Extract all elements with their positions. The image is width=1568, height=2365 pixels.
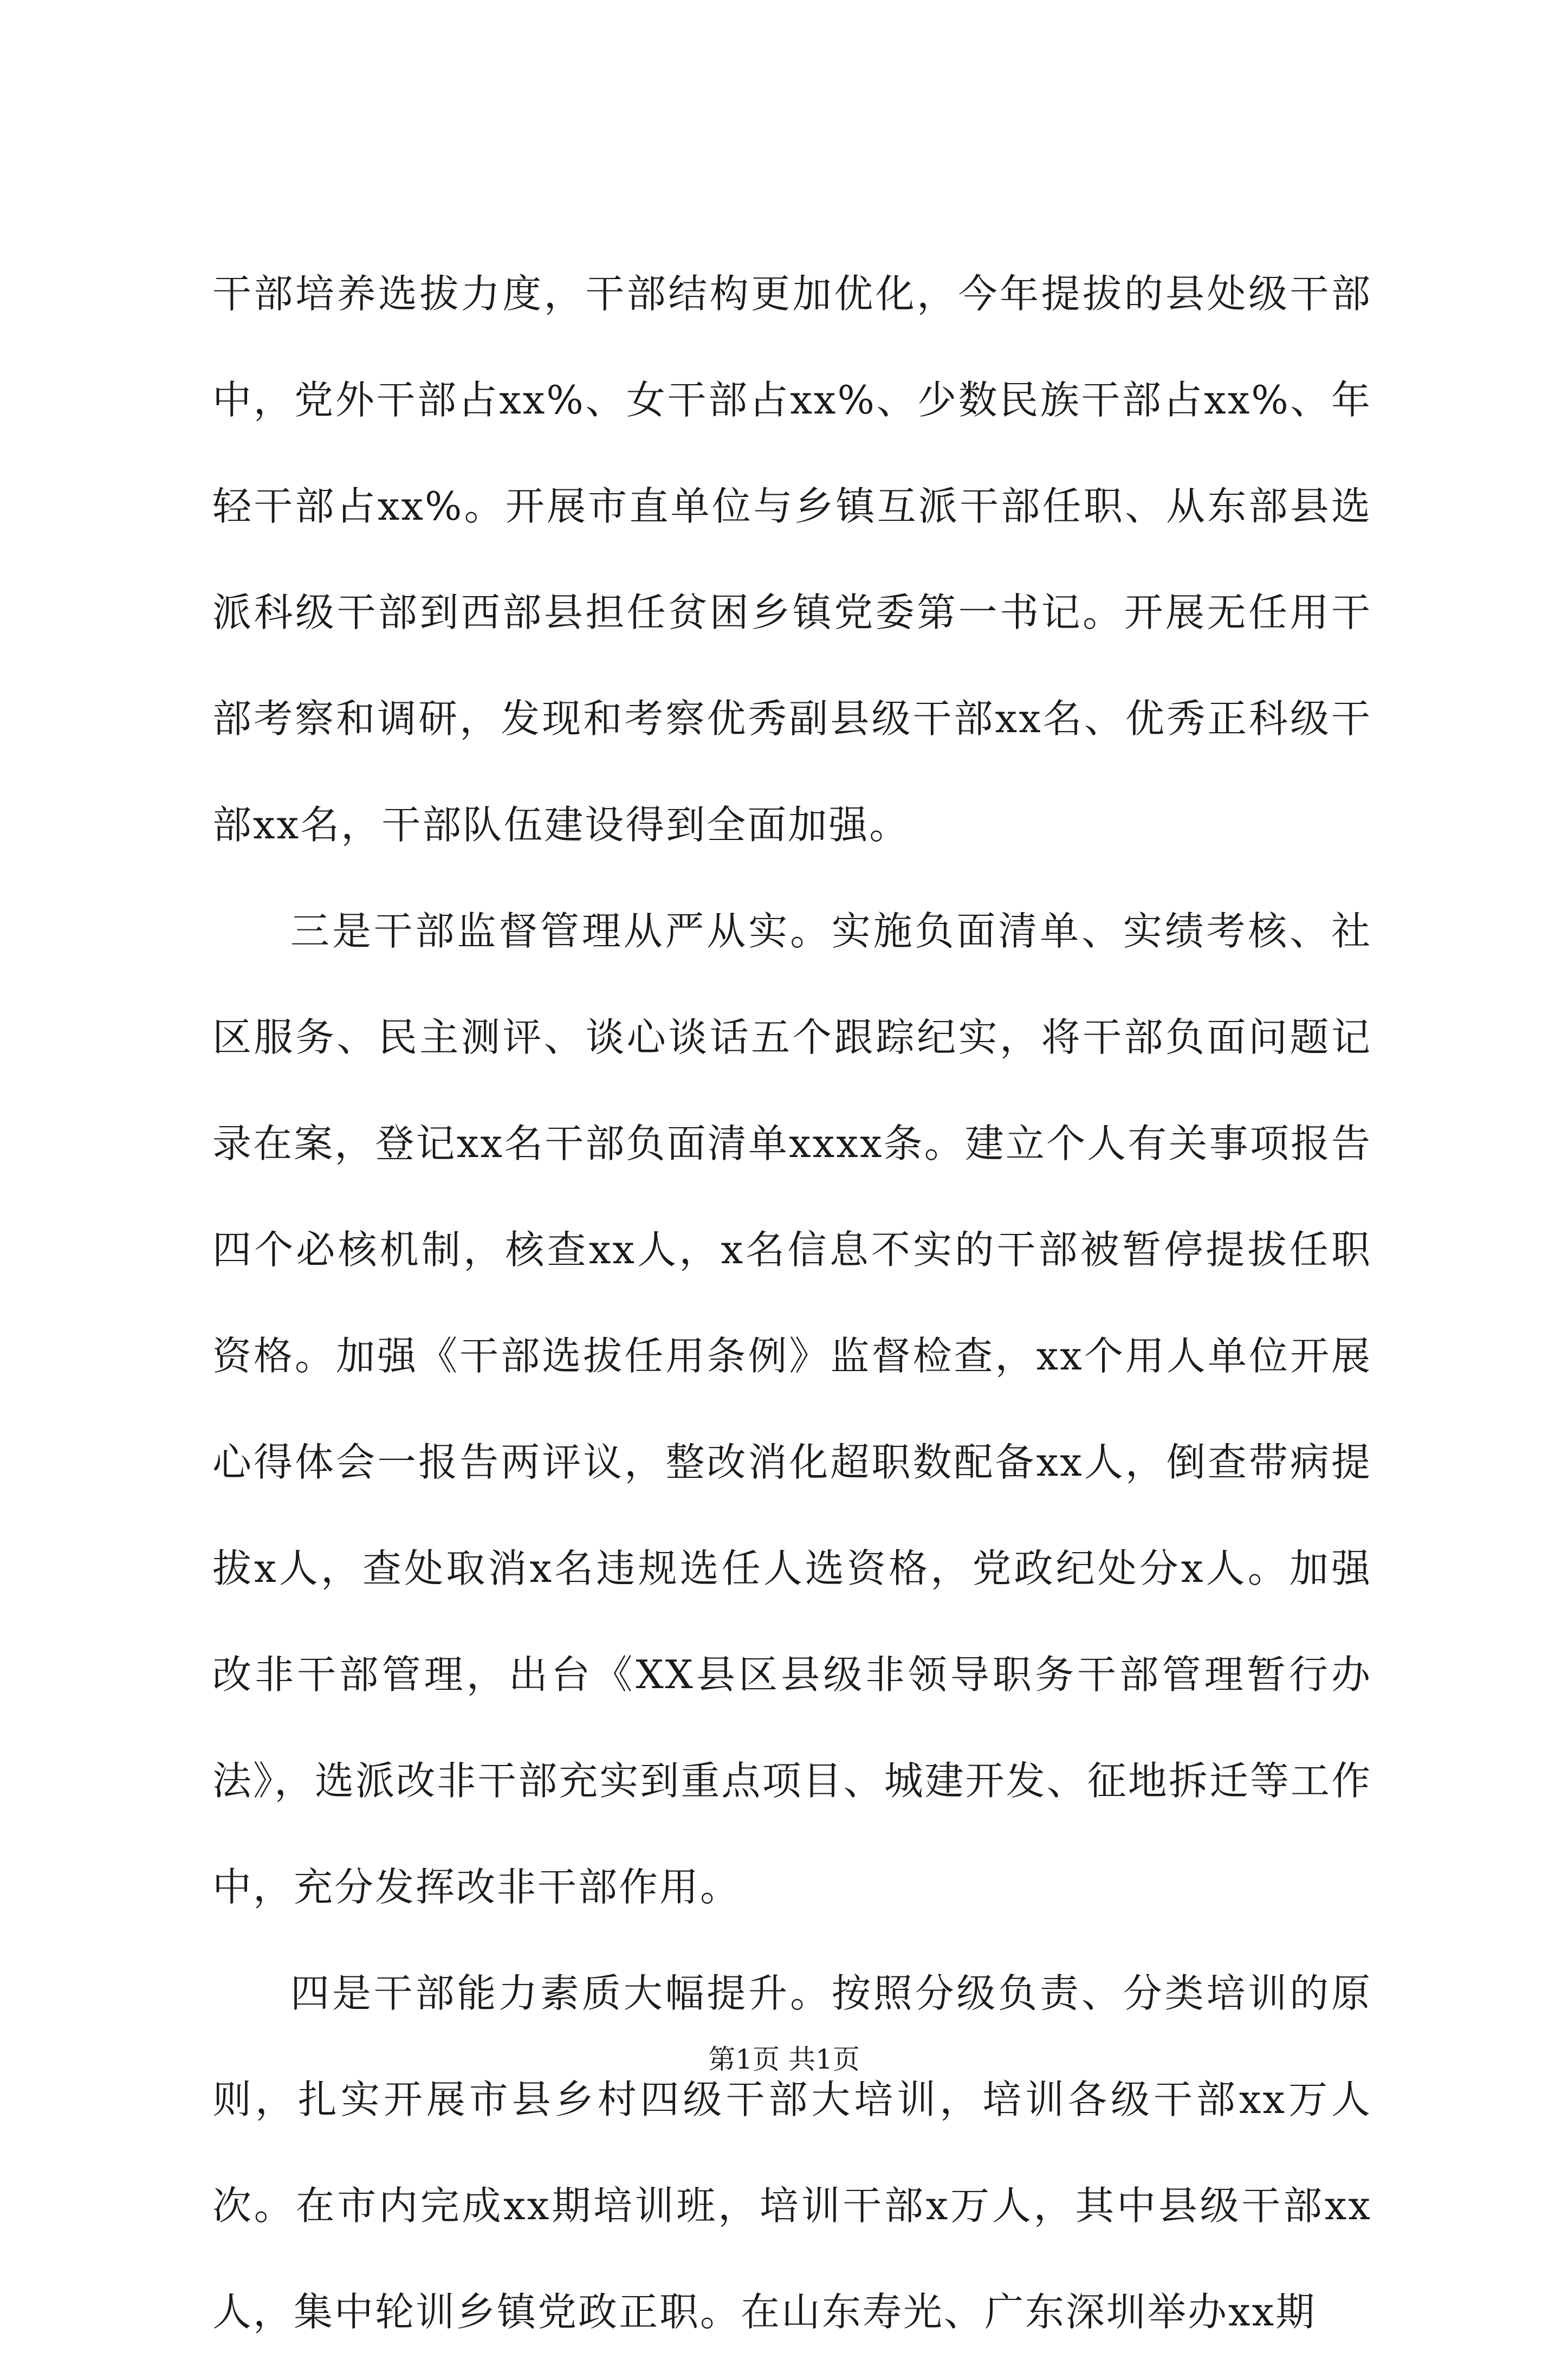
paragraph-2: 三是干部监督管理从严从实。实施负面清单、实绩考核、社区服务、民主测评、谈心谈话五个跟踪纪实，将干部负面问题记录在案，登记xx名干部负面清单xxxx条。建立个人有关事项报告四个必核机制，核查xx人，x名信息不实的干部被暂停提拔任职资格。加强《干部选拔任用条例》监督检查，xx个用人单位开展心得体会一报告两评议，整改消化超职数配备xx人，倒查带病提拔x人，查处取消x名违规选任人选资格，党政纪处分x人。加强改非干部管理，出台《XX县区县级非领导职务干部管理暂行办法》，选派改非干部充实到重点项目、城建开发、征地拆迁等工作中，充分发挥改非干部作用。 xyxy=(212,908,1372,1910)
paragraph-3: 四是干部能力素质大幅提升。按照分级负责、分类培训的原则，扎实开展市县乡村四级干部大培训，培训各级干部xx万人次。在市内完成xx期培训班，培训干部x万人，其中县级干部xx人，集中轮训乡镇党政正职。在山东寿光、广东深圳举办xx期 xyxy=(212,1970,1372,2335)
page-footer: 第1页 共1页 xyxy=(708,2044,860,2075)
paragraph-1: 干部培养选拔力度，干部结构更加优化，今年提拔的县处级干部中，党外干部占xx%、女干部占xx%、少数民族干部占xx%、年轻干部占xx%。开展市直单位与乡镇互派干部任职、从东部县选派科级干部到西部县担任贫困乡镇党委第一书记。开展无任用干部考察和调研，发现和考察优秀副县级干部xx名、优秀正科级干部xx名，干部队伍建设得到全面加强。 xyxy=(212,271,1372,848)
